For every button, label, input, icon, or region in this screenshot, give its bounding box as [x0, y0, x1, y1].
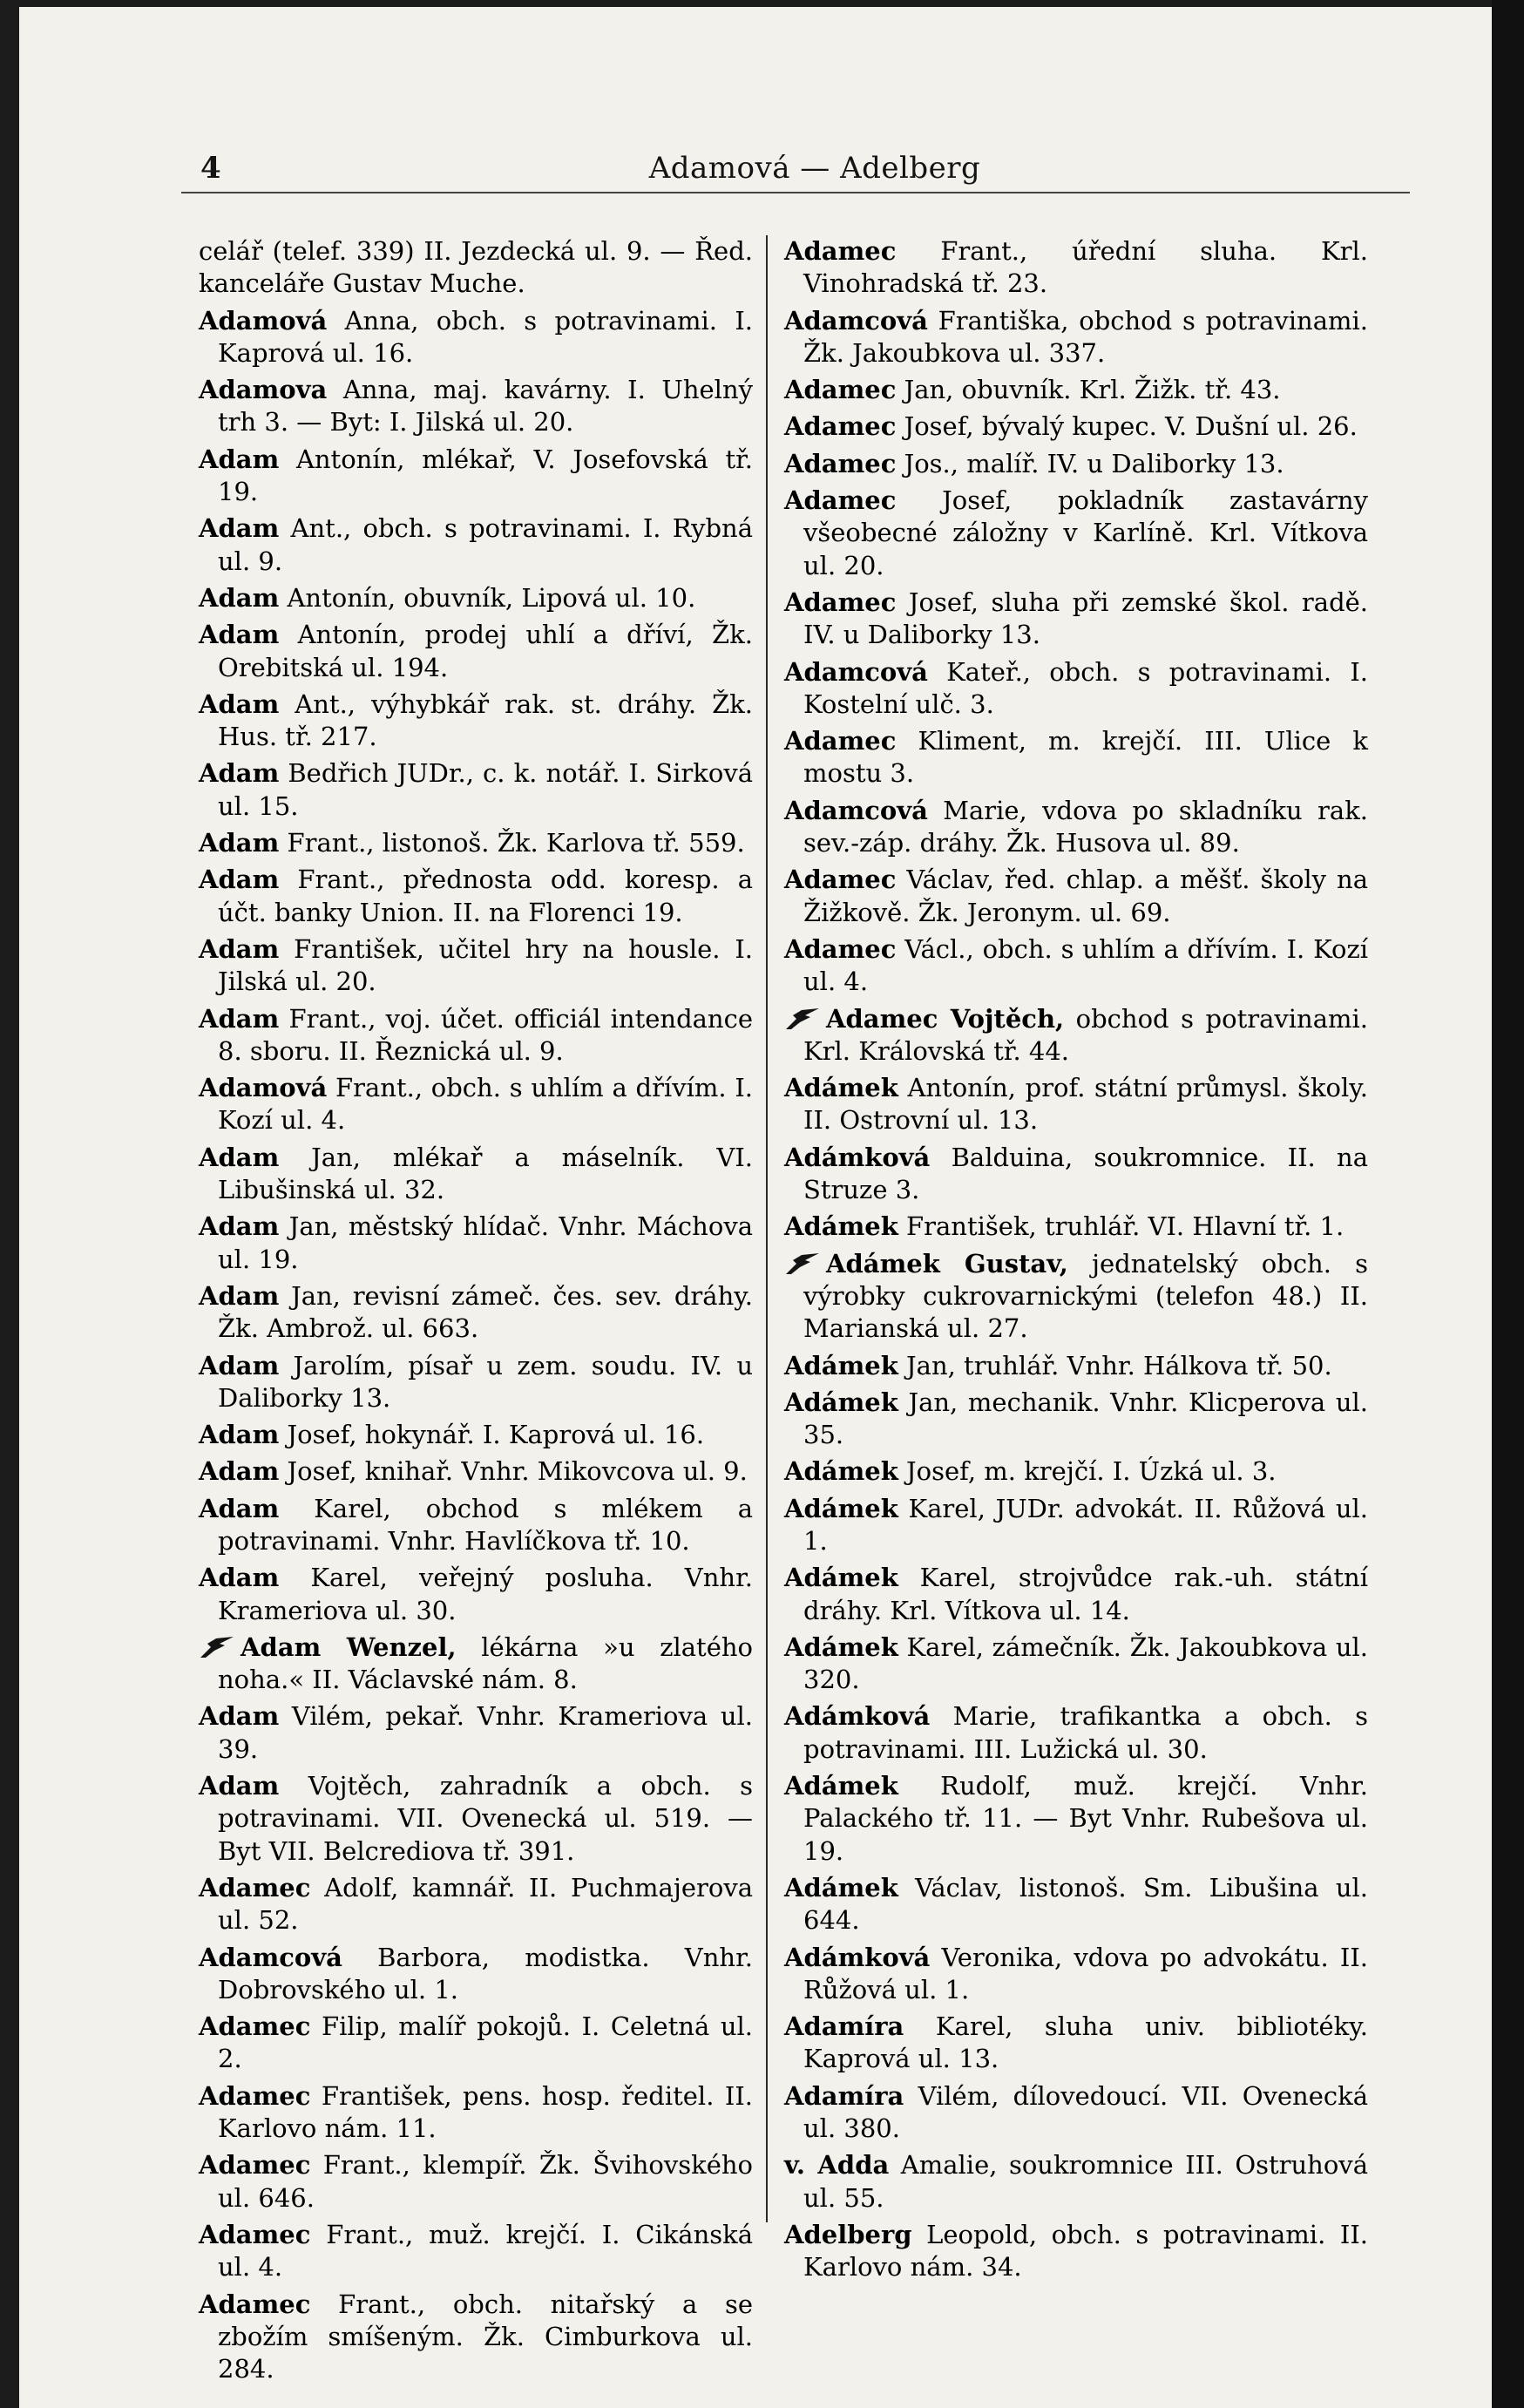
entry-name: Adámek: [784, 1631, 898, 1662]
entry-details: Anna, maj. kavárny. I. Uhelný trh 3. — Byt: I. Jilská ul. 20.: [218, 375, 754, 438]
entry-name: Adámek: [784, 1771, 898, 1801]
directory-entry: [784, 2080, 1368, 2146]
entry-details: Anna, obch. s potravinami. I. Kaprová ul. 16.: [218, 305, 754, 368]
entry-details: Frant., přednosta odd. koresp. a účt. banky Union. II. na Florenci 19.: [218, 865, 753, 927]
directory-entry: [784, 795, 1368, 860]
entry-details: obchod s potravinami. Krl. Královská tř. 44.: [803, 1003, 1368, 1066]
entry-details: Frant., voj. účet. officiál intendance 8. sboru. II. Řeznická ul. 9.: [218, 1003, 754, 1066]
entry-details: Veronika, vdova po advokátu. II. Růžová ul. 1.: [803, 1942, 1369, 2004]
entry-name: Adámek: [784, 1563, 898, 1593]
entry-details: Leopold, obch. s potravinami. II. Karlovo nám. 34.: [803, 2219, 1368, 2283]
directory-entry: [784, 1942, 1368, 2007]
directory-entry: [199, 2011, 753, 2076]
directory-entry: [784, 1387, 1368, 1452]
directory-entry: [199, 1455, 753, 1488]
directory-entry: [199, 1942, 753, 2007]
directory-entry: [199, 864, 753, 929]
entry-name: Adámková: [784, 1701, 931, 1732]
entry-details: Jan, obuvník. Krl. Žižk. tř. 43.: [904, 375, 1281, 405]
entry-name: Adamec: [784, 485, 897, 516]
entry-details: Jan, mlékař a máselník. VI. Libušinská ul. 32.: [218, 1142, 753, 1205]
entry-details: lékárna »u zlatého noha.« II. Václavské nám. 8.: [218, 1631, 753, 1695]
entry-details: Františka, obchod s potravinami. Žk. Jakoubkova ul. 337.: [803, 305, 1369, 368]
directory-entry: [199, 1142, 753, 1207]
entry-name: Adam: [199, 1350, 280, 1380]
entry-name: Adámková: [784, 1142, 931, 1172]
directory-entry: [199, 688, 753, 754]
directory-entry: [784, 2011, 1368, 2076]
directory-entry: [199, 1419, 753, 1451]
directory-entry: [784, 448, 1368, 480]
entry-name: Adámek: [784, 1456, 898, 1487]
entry-name: Adamec: [784, 587, 897, 617]
entry-details: František, truhlář. VI. Hlavní tř. 1.: [906, 1211, 1345, 1242]
directory-entry: [784, 1493, 1368, 1558]
entry-name: Adamec: [784, 933, 897, 964]
entry-details: Ant., obch. s potravinami. I. Rybná ul. 9.: [218, 513, 753, 576]
directory-entry: [784, 1872, 1368, 1937]
entry-name: Adamec: [199, 2011, 311, 2042]
directory-entry: [784, 1211, 1368, 1243]
directory-entry: [199, 235, 753, 301]
entry-name: Adámek: [784, 1387, 898, 1417]
directory-entry: [784, 864, 1368, 929]
entry-details: Josef, m. krejčí. I. Úzká ul. 3.: [906, 1456, 1277, 1487]
entry-name: Adámek: [784, 1073, 898, 1103]
directory-entry: [784, 1003, 1368, 1068]
entry-name: Adamec: [199, 2150, 311, 2181]
entry-details: Adolf, kamnář. II. Puchmajerova ul. 52.: [218, 1872, 753, 1936]
entry-details: Frant., úřední sluha. Krl. Vinohradská tř. 23.: [803, 236, 1368, 299]
scan-edge-right: [1492, 0, 1524, 2408]
entry-details: Bedřich JUDr., c. k. notář. I. Sirková ul. 15.: [218, 758, 753, 821]
directory-entry: [784, 410, 1368, 443]
directory-entry: [199, 619, 753, 684]
entry-name: Adam: [199, 620, 280, 650]
entry-name: Adamcová: [784, 795, 928, 825]
entry-details: Karel, veřejný posluha. Vnhr. Krameriova ul. 30.: [218, 1563, 753, 1625]
entry-details: Josef, knihař. Vnhr. Mikovcova ul. 9.: [287, 1456, 748, 1487]
directory-entry: [199, 1700, 753, 1766]
page-header: [200, 151, 1429, 194]
entry-name: Adamec: [784, 448, 897, 478]
entry-name: Adamec: [199, 2219, 311, 2249]
entry-details: Antonín, prof. státní průmysl. školy. II. Ostrovní ul. 13.: [803, 1073, 1369, 1136]
entry-name: Adam: [199, 1003, 280, 1034]
directory-entry: [784, 587, 1368, 652]
entry-details: Antonín, obuvník, Lipová ul. 10.: [287, 582, 696, 613]
directory-entry: [784, 725, 1368, 790]
entry-name: Adámek Gustav,: [826, 1248, 1068, 1279]
entry-name: Adamec: [784, 236, 897, 266]
directory-entry: [199, 1280, 753, 1346]
directory-entry: [199, 1562, 753, 1627]
entry-name: Adam: [199, 444, 280, 474]
directory-entry: [199, 2080, 753, 2146]
directory-entry: [784, 656, 1368, 722]
entry-name: Adamcová: [784, 656, 928, 687]
directory-entry: [784, 1072, 1368, 1137]
entry-name: Adamec: [784, 865, 897, 895]
right-column: [784, 235, 1368, 2289]
entry-details: jednatelský obch. s výrobky cukrovarnickými (telefon 48.) II. Marianská ul. 27.: [803, 1248, 1369, 1344]
entry-name: Adam: [199, 1142, 280, 1172]
directory-entry: [199, 1872, 753, 1937]
directory-entry: [784, 1455, 1368, 1488]
entry-name: Adamec: [784, 411, 897, 442]
directory-entry: [199, 1072, 753, 1137]
entry-details: Filip, malíř pokojů. I. Celetná ul. 2.: [218, 2011, 754, 2074]
directory-entry: [199, 933, 753, 999]
entry-name: Adam: [199, 1420, 280, 1450]
directory-entry: [784, 1350, 1368, 1382]
directory-entry: [199, 1631, 753, 1697]
entry-name: Adam: [199, 865, 280, 895]
entry-details: Vilém, dílovedoucí. VII. Ovenecká ul. 380.: [803, 2080, 1368, 2144]
entry-name: v. Adda: [784, 2150, 890, 2181]
directory-entry: [199, 1003, 753, 1068]
directory-entry: [199, 1350, 753, 1415]
entry-name: Adam: [199, 1563, 280, 1593]
entry-name: Adam: [199, 513, 280, 544]
entry-name: Adam: [199, 688, 280, 719]
entry-name: Adamová: [199, 1073, 328, 1103]
page-number: 4: [200, 151, 221, 186]
entry-details: Karel, sluha univ. bibliotéky. Kaprová ul. 13.: [803, 2011, 1368, 2074]
entry-name: Adam: [199, 1211, 280, 1242]
directory-entry: [199, 757, 753, 823]
entry-name: Adam: [199, 1280, 280, 1311]
directory-entry: [199, 2219, 753, 2284]
entry-details: Barbora, modistka. Vnhr. Dobrovského ul. 1.: [218, 1942, 754, 2004]
entry-name: Adam: [199, 933, 280, 964]
directory-entry: [784, 1700, 1368, 1766]
entry-details: Jarolím, písař u zem. soudu. IV. u Daliborky 13.: [218, 1350, 753, 1413]
directory-entry: [784, 1248, 1368, 1346]
directory-entry: [784, 2219, 1368, 2284]
directory-entry: [199, 2149, 753, 2215]
entry-details: Josef, bývalý kupec. V. Dušní ul. 26.: [904, 411, 1358, 442]
entry-name: Adam: [199, 758, 280, 789]
entry-details: Karel, strojvůdce rak.-uh. státní dráhy. Krl. Vítkova ul. 14.: [803, 1563, 1368, 1625]
pointing-hand-icon: [784, 1251, 821, 1276]
entry-details: František, učitel hry na housle. I. Jilská ul. 20.: [218, 933, 754, 997]
directory-entry: [784, 933, 1368, 999]
entry-name: Adamíra: [784, 2080, 904, 2111]
entry-name: Adamec: [199, 2080, 311, 2111]
entry-details: Václav, řed. chlap. a měšť. školy na Žižkově. Žk. Jeronym. ul. 69.: [803, 865, 1368, 927]
entry-details: Jos., malíř. IV. u Daliborky 13.: [904, 448, 1284, 478]
entry-details: Frant., muž. krejčí. I. Cikánská ul. 4.: [218, 2219, 754, 2283]
entry-details: Rudolf, muž. krejčí. Vnhr. Palackého tř. 11. — Byt Vnhr. Rubešova ul. 19.: [803, 1771, 1369, 1866]
directory-entry: [784, 235, 1368, 301]
entry-details: Kliment, m. krejčí. III. Ulice k mostu 3.: [803, 726, 1368, 789]
directory-entry: [199, 1493, 753, 1558]
entry-name: Adam: [199, 828, 280, 858]
directory-entry: [784, 1631, 1368, 1697]
entry-details: Frant., listonoš. Žk. Karlova tř. 559.: [287, 828, 745, 858]
entry-name: Adam: [199, 582, 280, 613]
entry-details: Amalie, soukromnice III. Ostruhová ul. 55.: [803, 2150, 1368, 2213]
entry-name: Adam: [199, 1701, 280, 1732]
directory-entry: [784, 1770, 1368, 1868]
directory-entry: [199, 582, 753, 614]
entry-details: Vojtěch, zahradník a obch. s potravinami. VII. Ovenecká ul. 519. — Byt VII. Belcrediova tř. 391.: [218, 1771, 753, 1866]
entry-name: Adamec Vojtěch,: [826, 1003, 1065, 1034]
entry-details: Václ., obch. s uhlím a dřívím. I. Kozí ul. 4.: [803, 933, 1369, 997]
entry-name: Adam: [199, 1493, 280, 1523]
entry-details: Antonín, prodej uhlí a dříví, Žk. Orebitská ul. 194.: [218, 620, 753, 682]
entry-details: Vilém, pekař. Vnhr. Krameriova ul. 39.: [218, 1701, 753, 1764]
entry-name: Adámková: [784, 1942, 931, 1972]
entry-name: Adamec: [784, 375, 897, 405]
scan-edge-left: [0, 0, 19, 2408]
directory-entry: [199, 512, 753, 578]
directory-entry: [199, 827, 753, 859]
entry-details: František, pens. hosp. ředitel. II. Karlovo nám. 11.: [218, 2080, 754, 2144]
entry-name: Adámek: [784, 1872, 898, 1903]
entry-details: Karel, obchod s mlékem a potravinami. Vnhr. Havlíčkova tř. 10.: [218, 1493, 754, 1556]
entry-details: celář (telef. 339) II. Jezdecká ul. 9. — Řed. kanceláře Gustav Muche.: [199, 236, 753, 299]
directory-entry: [199, 2289, 753, 2386]
entry-details: Jan, mechanik. Vnhr. Klicperova ul. 35.: [803, 1387, 1369, 1450]
entry-details: Antonín, mlékař, V. Josefovská tř. 19.: [218, 444, 753, 507]
entry-name: Adam: [199, 1456, 280, 1487]
entry-name: Adelberg: [784, 2219, 912, 2249]
pointing-hand-icon: [784, 1007, 821, 1031]
directory-entry: [199, 374, 753, 439]
column-divider: [766, 235, 768, 2222]
directory-entry: [199, 444, 753, 509]
directory-entry: [784, 1562, 1368, 1627]
directory-entry: [784, 485, 1368, 582]
entry-details: Frant., klempíř. Žk. Švihovského ul. 646.: [218, 2150, 753, 2213]
entry-name: Adam Wenzel,: [240, 1631, 457, 1662]
entry-details: Václav, listonoš. Sm. Libušina ul. 644.: [803, 1872, 1368, 1936]
pointing-hand-icon: [199, 1635, 235, 1659]
entry-name: Adamová: [199, 305, 328, 336]
entry-name: Adámek: [784, 1350, 898, 1380]
entry-name: Adamíra: [784, 2011, 904, 2042]
entry-details: Frant., obch. s uhlím a dřívím. I. Kozí ul. 4.: [218, 1073, 753, 1136]
entry-name: Adamcová: [784, 305, 928, 336]
entry-details: Karel, JUDr. advokát. II. Růžová ul. 1.: [803, 1493, 1368, 1556]
entry-details: Josef, hokynář. I. Kaprová ul. 16.: [287, 1420, 705, 1450]
entry-name: Adámek: [784, 1493, 898, 1523]
entry-details: Frant., obch. nitařský a se zbožím smíšeným. Žk. Cimburkova ul. 284.: [218, 2289, 753, 2384]
entry-name: Adámek: [784, 1211, 898, 1242]
entry-details: Ant., výhybkář rak. st. dráhy. Žk. Hus. tř. 217.: [218, 688, 754, 752]
directory-entry: [199, 305, 753, 370]
entry-details: Marie, vdova po skladníku rak. sev.-záp. dráhy. Žk. Husova ul. 89.: [803, 795, 1368, 858]
directory-entry: [784, 305, 1368, 370]
directory-entry: [784, 374, 1368, 406]
entry-name: Adamec: [199, 1872, 311, 1903]
entry-details: Josef, sluha při zemské škol. radě. IV. u Daliborky 13.: [803, 587, 1369, 650]
entry-details: Jan, městský hlídač. Vnhr. Máchova ul. 19.: [218, 1211, 753, 1274]
directory-entry: [784, 2149, 1368, 2215]
directory-entry: [199, 1770, 753, 1868]
running-head-title: Adamová — Adelberg: [648, 151, 981, 186]
entry-details: Marie, trafikantka a obch. s potravinami. III. Lužická ul. 30.: [803, 1701, 1368, 1764]
entry-name: Adamcová: [199, 1942, 342, 1972]
entry-details: Jan, truhlář. Vnhr. Hálkova tř. 50.: [906, 1350, 1332, 1380]
left-column: [199, 235, 753, 2390]
entry-name: Adam: [199, 1771, 280, 1801]
header-rule: [181, 192, 1410, 193]
entry-details: Balduina, soukromnice. II. na Struze 3.: [803, 1142, 1368, 1205]
entry-name: Adamec: [784, 726, 897, 756]
entry-details: Kateř., obch. s potravinami. I. Kostelní ulč. 3.: [803, 656, 1369, 719]
directory-entry: [199, 1211, 753, 1276]
entry-details: Josef, pokladník zastavárny všeobecné záložny v Karlíně. Krl. Vítkova ul. 20.: [803, 485, 1368, 580]
directory-entry: [784, 1142, 1368, 1207]
entry-name: Adamova: [199, 375, 328, 405]
entry-details: Jan, revisní zámeč. čes. sev. dráhy. Žk. Ambrož. ul. 663.: [218, 1280, 753, 1344]
entry-details: Karel, zámečník. Žk. Jakoubkova ul. 320.: [803, 1631, 1368, 1695]
entry-name: Adamec: [199, 2289, 311, 2319]
